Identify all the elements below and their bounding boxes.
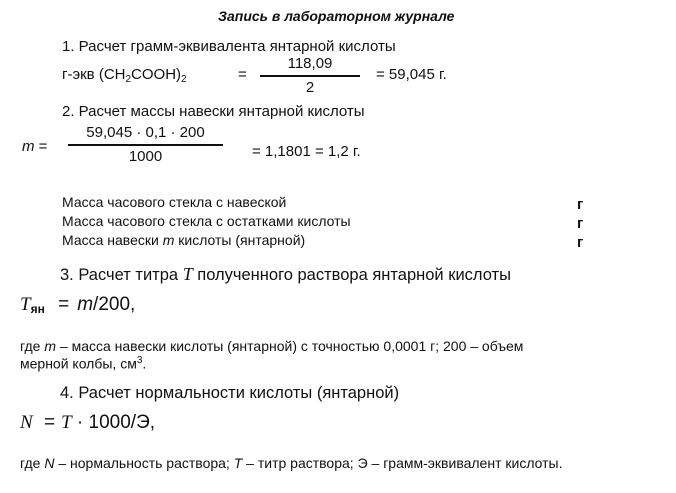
mass-row-1-label: Масса часового стекла с навеской bbox=[62, 194, 287, 210]
step2-result: = 1,1801 = 1,2 г. bbox=[252, 143, 361, 160]
step2-fraction-bar bbox=[68, 144, 223, 146]
step3-heading-a: 3. Расчет титра bbox=[60, 266, 183, 284]
mass-row-2-unit: г bbox=[577, 215, 584, 232]
step2-heading: 2. Расчет массы навески янтарной кислоты bbox=[62, 103, 365, 120]
step3-note-line1 bbox=[20, 338, 523, 354]
step3-formula bbox=[20, 294, 135, 316]
step3-note-line2 bbox=[20, 355, 146, 372]
mass-row-3-unit: г bbox=[577, 234, 584, 251]
step3-note-line2-text: мерной колбы, см bbox=[20, 355, 137, 372]
mass-row-2-label: Масса часового стекла с остатками кислоты bbox=[62, 213, 351, 229]
step3-note-var: m bbox=[44, 338, 56, 354]
step3-formula-rhs: /200, bbox=[93, 294, 136, 315]
mass-row-3-text-b: кислоты (янтарной) bbox=[174, 232, 306, 248]
step3-note-text: – масса навески кислоты (янтарной) с точностью 0,0001 г; 200 – объем bbox=[56, 338, 524, 354]
step2-fraction bbox=[68, 124, 223, 166]
step1-lhs-mid: COOH) bbox=[131, 66, 182, 83]
step1-fraction bbox=[260, 55, 360, 97]
step1-fraction-bar bbox=[260, 75, 360, 77]
step4-note-t1: – нормальность раствора; bbox=[54, 455, 234, 471]
step3-formula-sub: ян bbox=[30, 302, 45, 316]
step4-heading: 4. Расчет нормальности кислоты (янтарной) bbox=[60, 384, 400, 402]
step1-denominator: 2 bbox=[305, 78, 315, 96]
step4-note-var1: N bbox=[44, 455, 55, 471]
step4-note bbox=[20, 455, 562, 471]
step4-formula bbox=[20, 412, 155, 434]
step4-note-t2: – титр раствора; Э – грамм-эквивалент кислоты. bbox=[242, 455, 563, 471]
step1-heading: 1. Расчет грамм-эквивалента янтарной кислоты bbox=[62, 38, 396, 55]
step1-result: = 59,045 г. bbox=[376, 66, 447, 83]
step1-lhs-sub1: 2 bbox=[125, 74, 132, 85]
step1-lhs-sub2: 2 bbox=[181, 74, 187, 85]
page-title: Запись в лабораторном журнале bbox=[218, 8, 455, 24]
step1-lhs-prefix: г-экв (CH bbox=[62, 66, 126, 83]
step3-heading-b: полученного раствора янтарной кислоты bbox=[192, 266, 511, 284]
step1-formula-lhs bbox=[62, 66, 187, 85]
step4-formula-rest: · 1000/Э, bbox=[71, 412, 156, 433]
step3-note-sup: 3 bbox=[136, 355, 143, 366]
step3-note-end: . bbox=[142, 355, 147, 372]
step3-note-prefix: где bbox=[20, 338, 45, 354]
step2-denominator: 1000 bbox=[128, 147, 163, 165]
step4-formula-var: N bbox=[20, 412, 33, 433]
step2-numerator: 59,045 · 0,1 · 200 bbox=[86, 124, 205, 141]
step1-numerator: 118,09 bbox=[287, 55, 333, 72]
step4-formula-eq: = bbox=[43, 412, 56, 433]
mass-row-3-text-a: Масса навески bbox=[62, 232, 163, 248]
step2-lhs-var: m bbox=[22, 138, 35, 155]
mass-row-3-var: m bbox=[162, 232, 175, 248]
step3-formula-rhs-var: m bbox=[77, 294, 94, 315]
step3-heading bbox=[60, 264, 511, 285]
step4-formula-var2: T bbox=[61, 412, 72, 433]
step4-note-prefix: где bbox=[20, 455, 45, 471]
step1-equals: = bbox=[238, 66, 247, 83]
step2-lhs bbox=[22, 138, 47, 155]
step3-heading-var: T bbox=[182, 264, 193, 284]
step3-formula-eq: = bbox=[58, 294, 70, 315]
mass-row-3-label bbox=[62, 232, 305, 248]
mass-row-1-unit: г bbox=[577, 196, 584, 213]
step4-note-var2: T bbox=[233, 455, 243, 471]
step3-formula-var: T bbox=[20, 294, 31, 315]
step2-equals: = bbox=[38, 138, 48, 155]
